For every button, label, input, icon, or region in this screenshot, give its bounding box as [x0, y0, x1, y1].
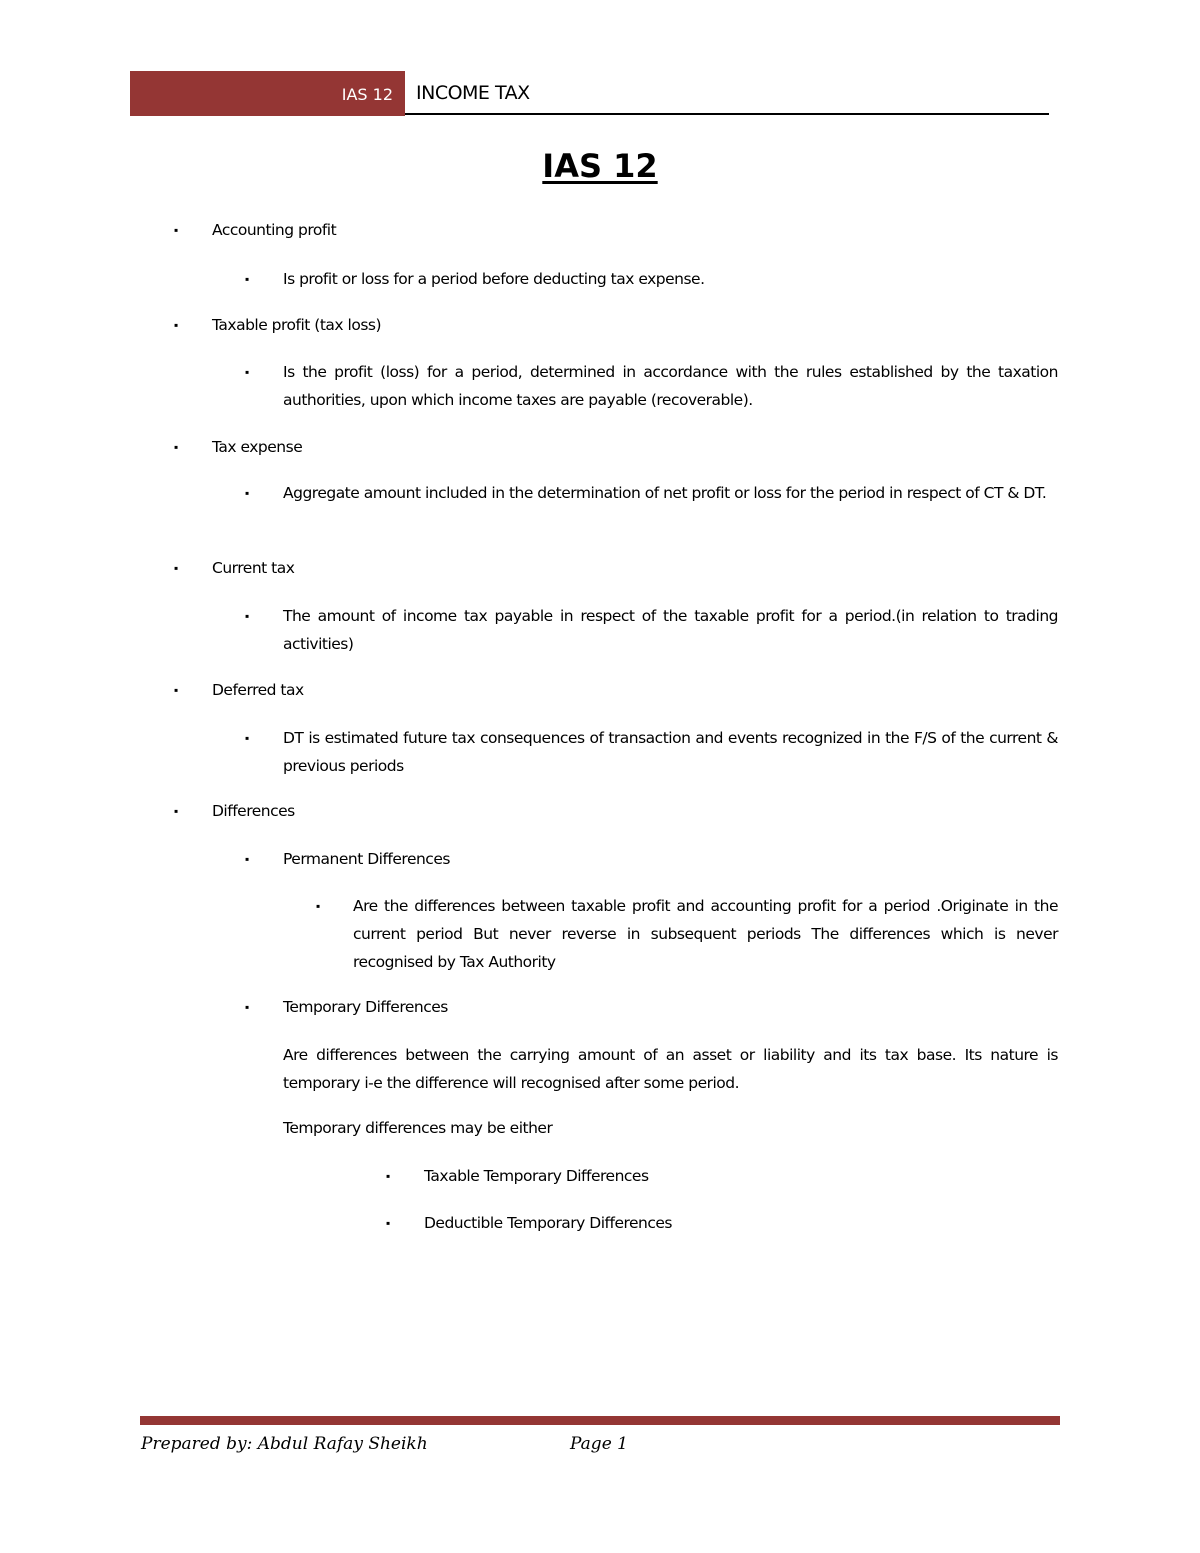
bullet-marker: ▪ — [174, 440, 179, 454]
bullet-marker: ▪ — [174, 223, 179, 237]
bullet-marker: ▪ — [245, 365, 250, 379]
term-deferred-tax: Deferred tax — [212, 681, 304, 699]
term-accounting-profit: Accounting profit — [212, 221, 337, 239]
temporary-differences-intro: Temporary differences may be either — [283, 1119, 553, 1137]
bullet-marker: ▪ — [174, 318, 179, 332]
footer-page-number: Page 1 — [570, 1434, 628, 1454]
bullet-marker: ▪ — [245, 731, 250, 745]
footer-rule — [140, 1416, 1060, 1425]
bullet-marker: ▪ — [386, 1216, 391, 1230]
header-code: IAS 12 — [341, 85, 393, 104]
taxable-temporary-differences: Taxable Temporary Differences — [424, 1167, 649, 1185]
header-title: INCOME TAX — [416, 82, 530, 104]
footer-prepared-by: Prepared by: Abdul Rafay Sheikh — [141, 1434, 428, 1454]
definition-current-tax: The amount of income tax payable in respect of the taxable profit for a period.(in relation to trading activities) — [283, 607, 1058, 653]
definition-permanent-differences: Are the differences between taxable profit and accounting profit for a period .Originate in the current period But never reverse in subsequent periods The differences which is never recognised by Tax Authority — [353, 897, 1058, 971]
term-current-tax: Current tax — [212, 559, 295, 577]
page-title: IAS 12 — [542, 147, 658, 185]
bullet-marker: ▪ — [245, 852, 250, 866]
term-temporary-differences: Temporary Differences — [283, 998, 448, 1016]
definition-temporary-differences: Are differences between the carrying amount of an asset or liability and its tax base. Its nature is temporary i-e the difference will recognised after some period. — [283, 1046, 1058, 1092]
bullet-marker: ▪ — [245, 486, 250, 500]
header-band — [130, 71, 405, 116]
header-rule — [405, 113, 1049, 115]
bullet-marker: ▪ — [245, 1000, 250, 1014]
bullet-marker: ▪ — [245, 272, 250, 286]
definition-accounting-profit: Is profit or loss for a period before deducting tax expense. — [283, 270, 705, 288]
term-tax-expense: Tax expense — [212, 438, 303, 456]
deductible-temporary-differences: Deductible Temporary Differences — [424, 1214, 672, 1232]
term-taxable-profit: Taxable profit (tax loss) — [212, 316, 382, 334]
term-differences: Differences — [212, 802, 295, 820]
bullet-marker: ▪ — [174, 804, 179, 818]
term-permanent-differences: Permanent Differences — [283, 850, 450, 868]
bullet-marker: ▪ — [316, 899, 321, 913]
bullet-marker: ▪ — [174, 683, 179, 697]
bullet-marker: ▪ — [174, 561, 179, 575]
bullet-marker: ▪ — [245, 609, 250, 623]
definition-deferred-tax: DT is estimated future tax consequences of transaction and events recognized in the F/S of the current & previous periods — [283, 729, 1058, 775]
definition-taxable-profit: Is the profit (loss) for a period, determined in accordance with the rules established by the taxation authorities, upon which income taxes are payable (recoverable). — [283, 363, 1058, 409]
definition-tax-expense: Aggregate amount included in the determination of net profit or loss for the period in respect of CT & DT. — [283, 484, 1047, 502]
bullet-marker: ▪ — [386, 1169, 391, 1183]
